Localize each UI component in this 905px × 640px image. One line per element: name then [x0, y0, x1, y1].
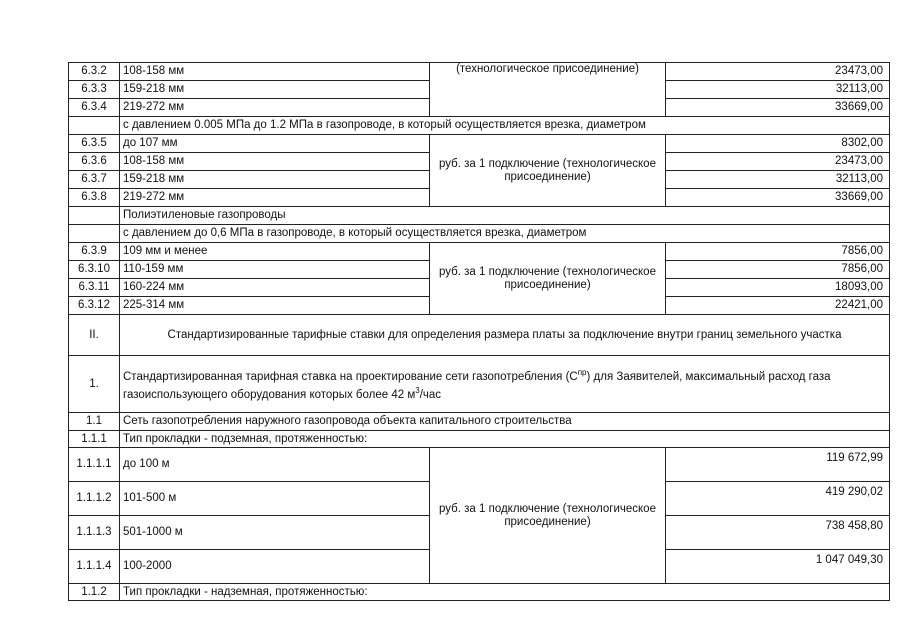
row-price: 23473,00 [666, 63, 890, 81]
row-description: 108-158 мм [120, 63, 430, 81]
row-description: 159-218 мм [120, 81, 430, 99]
row-number: 6.3.2 [69, 63, 120, 81]
unit-cell: (технологическое присоединение) [430, 63, 666, 117]
item-title: Стандартизированная тарифная ставка на проектирование сети газопотребления $(С^{пр})$ для Заявителей, максимальный расход газа газоиспользующего оборудования которых более 42 $м^3$/час [120, 356, 890, 413]
row-price: 7856,00 [666, 243, 890, 261]
item-number: 1. [69, 356, 120, 413]
row-description: 219-272 мм [120, 99, 430, 117]
table-row [69, 584, 890, 601]
tariff-table [68, 62, 890, 601]
row-number [69, 207, 120, 225]
row-number [69, 117, 120, 135]
table-row [69, 356, 890, 413]
row-description: 501-1000 м [120, 516, 430, 550]
row-number: 6.3.5 [69, 135, 120, 153]
row-price: 8302,00 [666, 135, 890, 153]
unit-cell: руб. за 1 подключение (технологическое присоединение) [430, 448, 666, 584]
item-title: Тип прокладки - надземная, протяженностью: [120, 584, 890, 601]
row-description: до 100 м [120, 448, 430, 482]
table-row [69, 135, 890, 153]
row-description: 109 мм и менее [120, 243, 430, 261]
table-row [69, 207, 890, 225]
row-price: 32113,00 [666, 81, 890, 99]
table-row [69, 315, 890, 356]
row-description: 159-218 мм [120, 171, 430, 189]
row-description: 101-500 м [120, 482, 430, 516]
row-description: 219-272 мм [120, 189, 430, 207]
item-number: 1.1.2 [69, 584, 120, 601]
row-number: 1.1.1.2 [69, 482, 120, 516]
row-number: 6.3.7 [69, 171, 120, 189]
row-price: 7856,00 [666, 261, 890, 279]
row-price: 32113,00 [666, 171, 890, 189]
table-row [69, 117, 890, 135]
table-row [69, 243, 890, 261]
row-description: до 107 мм [120, 135, 430, 153]
row-price: 22421,00 [666, 297, 890, 315]
section-title: Стандартизированные тарифные ставки для определения размера платы за подключение внутри границ земельного участка [120, 315, 890, 356]
row-number: 6.3.6 [69, 153, 120, 171]
row-price: 738 458,80 [666, 516, 890, 550]
row-description: 160-224 мм [120, 279, 430, 297]
row-number: 6.3.4 [69, 99, 120, 117]
row-price: 33669,00 [666, 99, 890, 117]
row-description: 100-2000 [120, 550, 430, 584]
row-number: 6.3.3 [69, 81, 120, 99]
row-price: 23473,00 [666, 153, 890, 171]
table-row [69, 431, 890, 448]
table-row [69, 413, 890, 431]
row-number [69, 225, 120, 243]
subsection-title: Полиэтиленовые газопроводы [120, 207, 890, 225]
row-price: 18093,00 [666, 279, 890, 297]
row-price: 119 672,99 [666, 448, 890, 482]
row-number: 6.3.8 [69, 189, 120, 207]
unit-cell: руб. за 1 подключение (технологическое присоединение) [430, 243, 666, 315]
row-number: 1.1.1.3 [69, 516, 120, 550]
table-row [69, 448, 890, 482]
subsection-header: с давлением до 0,6 МПа в газопроводе, в который осуществляется врезка, диаметром [120, 225, 890, 243]
table-row [69, 225, 890, 243]
row-price: 419 290,02 [666, 482, 890, 516]
row-number: 6.3.11 [69, 279, 120, 297]
item-title: Тип прокладки - подземная, протяженностью: [120, 431, 890, 448]
row-number: 6.3.9 [69, 243, 120, 261]
subsection-header: с давлением 0.005 МПа до 1.2 МПа в газопроводе, в который осуществляется врезка, диаметром [120, 117, 890, 135]
row-price: 33669,00 [666, 189, 890, 207]
row-number: 1.1.1.4 [69, 550, 120, 584]
row-price: 1 047 049,30 [666, 550, 890, 584]
table-row [69, 63, 890, 81]
item-title: Сеть газопотребления наружного газопровода объекта капитального строительства [120, 413, 890, 431]
row-number: 1.1.1.1 [69, 448, 120, 482]
row-number: 6.3.12 [69, 297, 120, 315]
row-description: 225-314 мм [120, 297, 430, 315]
item-number: 1.1 [69, 413, 120, 431]
section-number: II. [69, 315, 120, 356]
row-description: 110-159 мм [120, 261, 430, 279]
row-number: 6.3.10 [69, 261, 120, 279]
row-description: 108-158 мм [120, 153, 430, 171]
item-number: 1.1.1 [69, 431, 120, 448]
unit-cell: руб. за 1 подключение (технологическое присоединение) [430, 135, 666, 207]
